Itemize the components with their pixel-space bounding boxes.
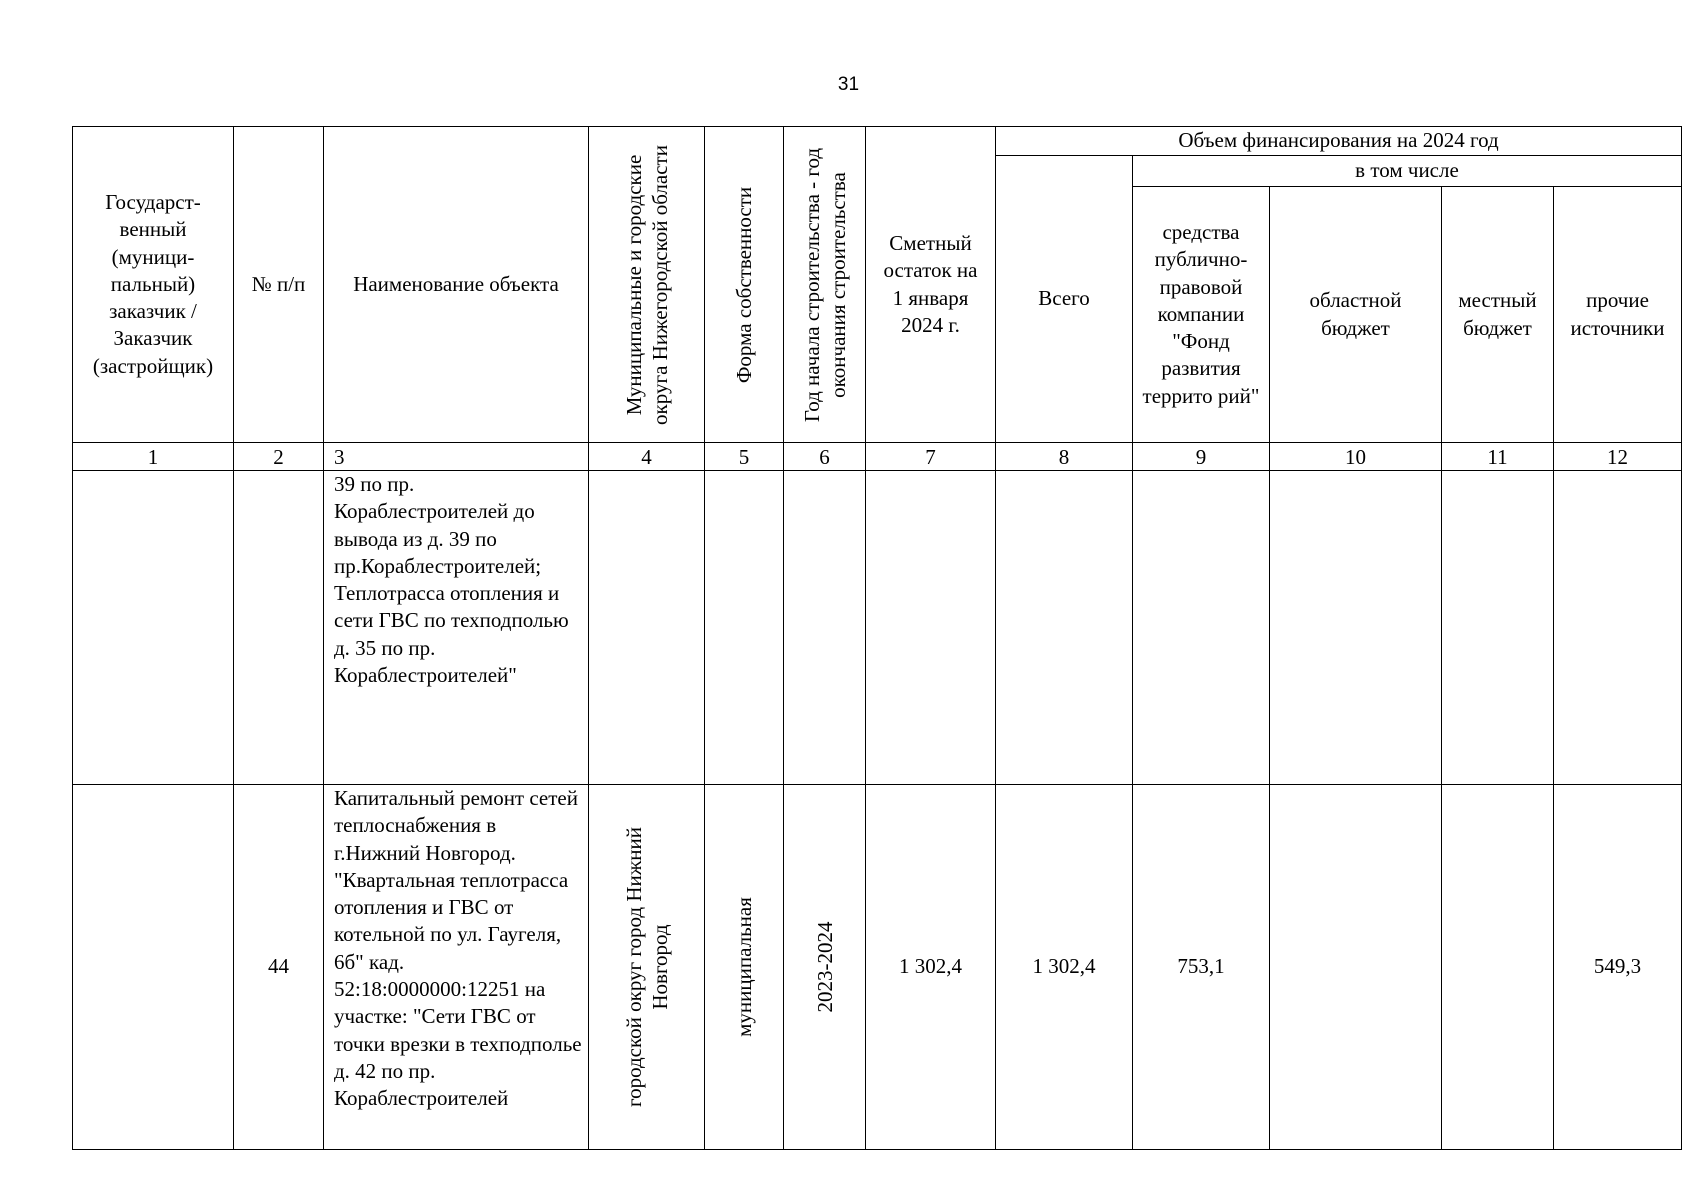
financing-table <box>72 126 1682 1150</box>
column-number: 6 <box>784 443 866 471</box>
total-cell: 1 302,4 <box>996 785 1133 1150</box>
column-number: 7 <box>866 443 996 471</box>
header-number: № п/п <box>234 127 324 443</box>
header-other-sources: прочие источники <box>1554 187 1682 443</box>
header-financing-2024: Объем финансирования на 2024 год <box>996 127 1682 156</box>
object-name: Капитальный ремонт сетей теплоснабжения в г.Нижний Новгород. "Квартальная теплотрасса отопления и ГВС от котельной по ул. Гаугеля, 6б" кад. 52:18:0000000:12251 на участке: "Сети ГВС от точки врезки в техподполье д. 42 по пр. Кораблестроителей <box>324 785 589 1150</box>
header-years: Год начала строительства - год окончания строительства <box>784 127 866 443</box>
fund-cell: 753,1 <box>1133 785 1270 1150</box>
table-row-continued <box>73 471 1682 785</box>
column-number: 1 <box>73 443 234 471</box>
column-number: 12 <box>1554 443 1682 471</box>
regional-budget-cell <box>1270 785 1442 1150</box>
column-number: 2 <box>234 443 324 471</box>
header-local-budget: местный бюджет <box>1442 187 1554 443</box>
header-object-name: Наименование объекта <box>324 127 589 443</box>
municipality-cell: городской округ город Нижний Новгород <box>589 785 705 1150</box>
header-ownership: Форма собственности <box>705 127 784 443</box>
estimate-balance-cell: 1 302,4 <box>866 785 996 1150</box>
column-number: 9 <box>1133 443 1270 471</box>
column-numbers-row <box>73 443 1682 471</box>
header-estimate-balance: Сметный остаток на 1 января 2024 г. <box>866 127 996 443</box>
other-sources-cell: 549,3 <box>1554 785 1682 1150</box>
row-number: 44 <box>234 785 324 1150</box>
header-customer: Государст-венный (муници-пальный) заказчик / Заказчик (застройщик) <box>73 127 234 443</box>
table-row <box>73 785 1682 1150</box>
header-total: Всего <box>996 156 1133 443</box>
header-municipality: Муниципальные и городские округа Нижегородской области <box>589 127 705 443</box>
ownership-cell: муниципальная <box>705 785 784 1150</box>
header-fund: средства публично-правовой компании "Фонд развития террито рий" <box>1133 187 1270 443</box>
object-name-continued: 39 по пр. Кораблестроителей до вывода из д. 39 по пр.Кораблестроителей; Теплотрасса отопления и сети ГВС по техподполью д. 35 по пр. Кораблестроителей" <box>324 471 589 785</box>
column-number: 10 <box>1270 443 1442 471</box>
column-number: 3 <box>324 443 589 471</box>
column-number: 5 <box>705 443 784 471</box>
header-including: в том числе <box>1133 156 1682 187</box>
years-cell: 2023-2024 <box>784 785 866 1150</box>
local-budget-cell <box>1442 785 1554 1150</box>
column-number: 8 <box>996 443 1133 471</box>
header-regional-budget: областной бюджет <box>1270 187 1442 443</box>
column-number: 11 <box>1442 443 1554 471</box>
column-number: 4 <box>589 443 705 471</box>
page-number: 31 <box>837 74 860 95</box>
